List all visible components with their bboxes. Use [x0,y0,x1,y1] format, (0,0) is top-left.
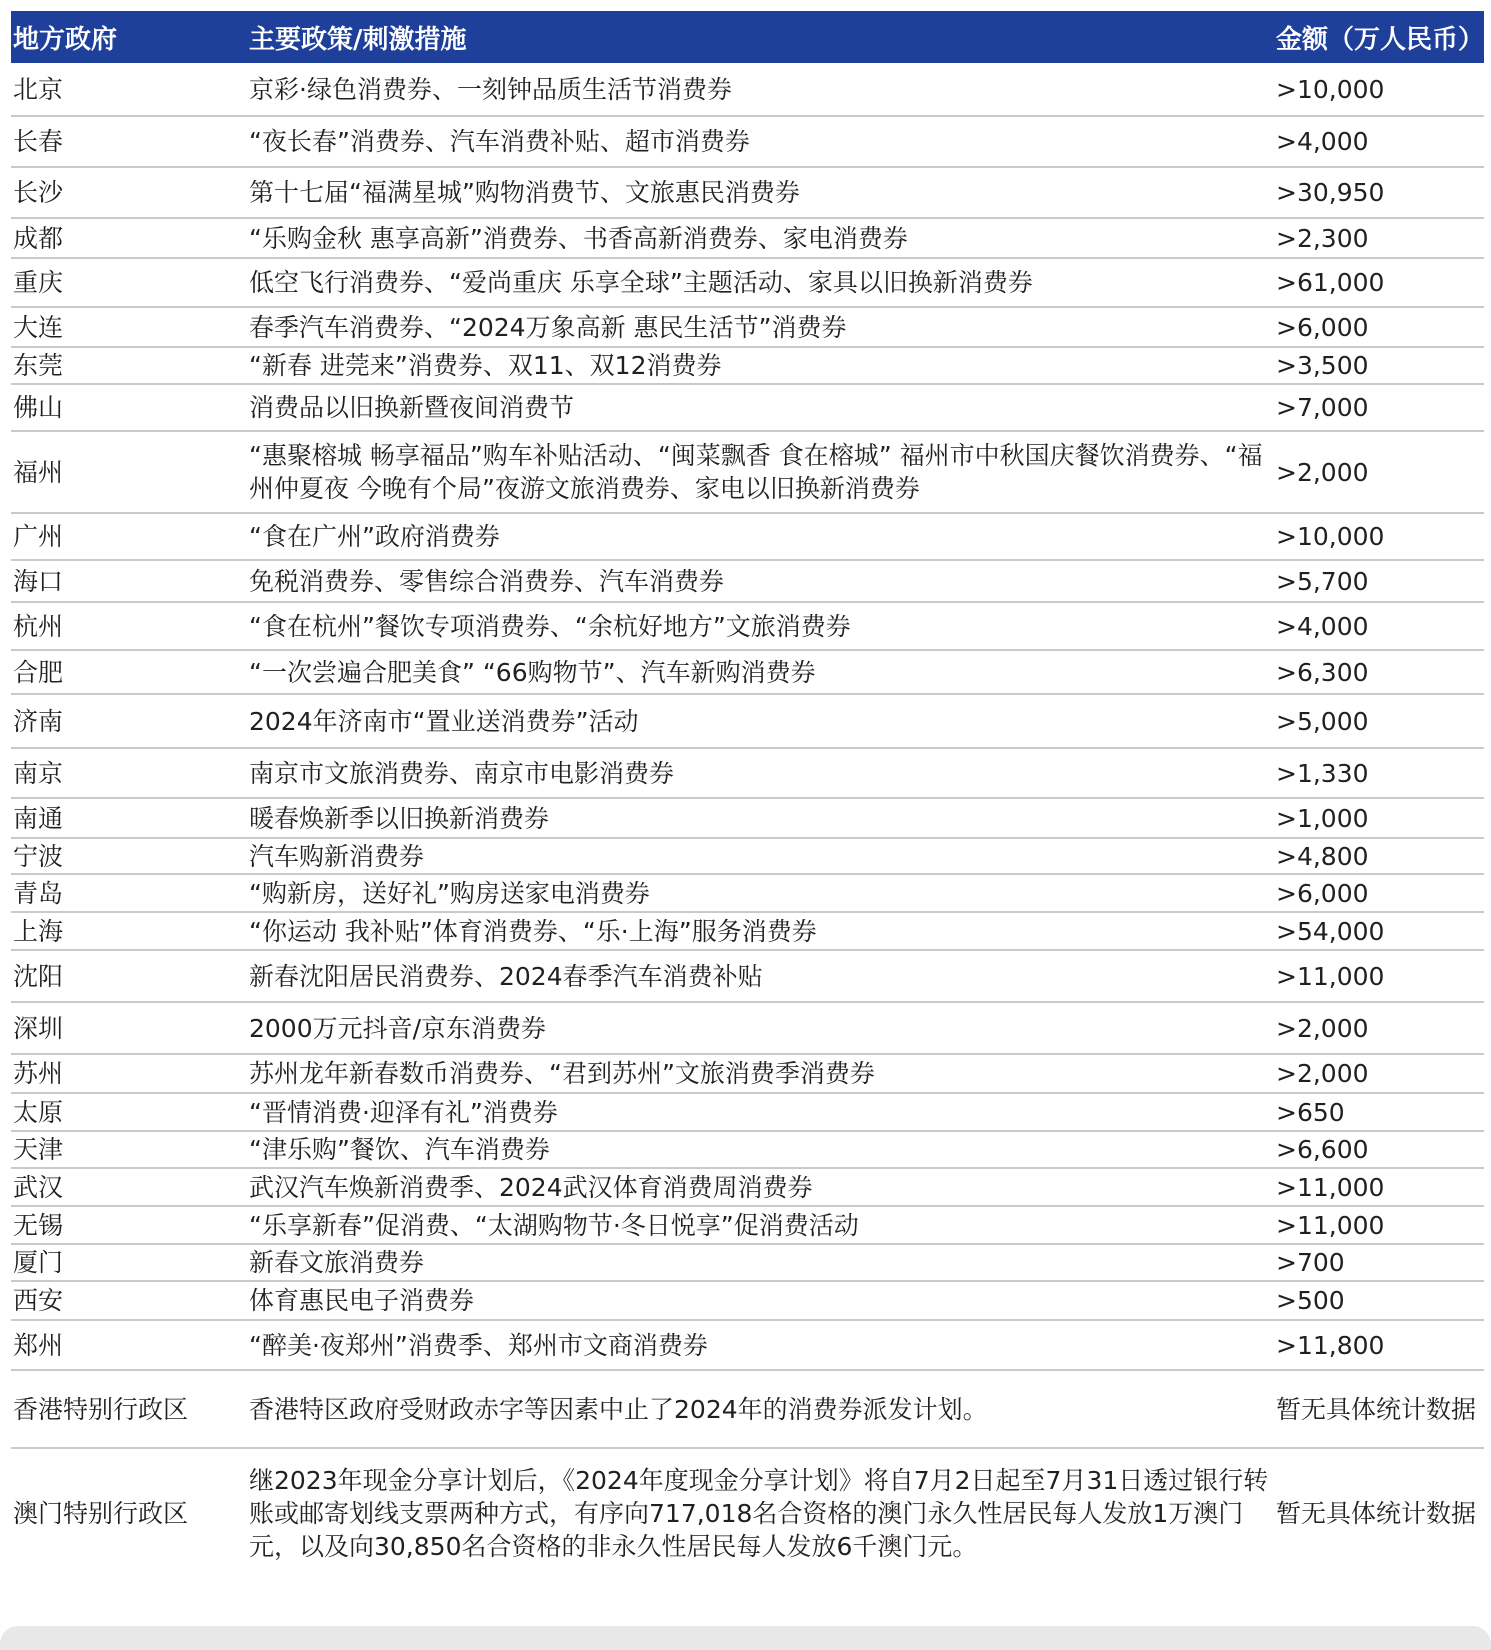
policy-cell: 消费品以旧换新暨夜间消费节 [245,384,1274,431]
region-cell: 成都 [11,218,245,258]
table-row [11,950,1484,1002]
policy-cell: 汽车购新消费券 [245,838,1274,874]
policy-cell: 2000万元抖音/京东消费券 [245,1002,1274,1054]
policy-cell: 2024年济南市“置业送消费券”活动 [245,694,1274,748]
table-row [11,1448,1484,1577]
amount-cell: >2,000 [1274,1002,1484,1054]
amount-cell: >6,000 [1274,874,1484,912]
amount-cell: >5,000 [1274,694,1484,748]
policy-cell: 香港特区政府受财政赤字等因素中止了2024年的消费券派发计划。 [245,1370,1274,1448]
region-cell: 厦门 [11,1244,245,1281]
amount-cell: 暂无具体统计数据 [1274,1370,1484,1448]
region-cell: 大连 [11,307,245,347]
table-row [11,1131,1484,1168]
region-cell: 无锡 [11,1206,245,1244]
table-row [11,602,1484,650]
consumption-voucher-table [11,11,1484,1577]
table-row [11,912,1484,950]
region-cell: 宁波 [11,838,245,874]
amount-cell: >5,700 [1274,560,1484,602]
table-row [11,694,1484,748]
table-row [11,1054,1484,1093]
amount-cell: >7,000 [1274,384,1484,431]
region-cell: 重庆 [11,258,245,307]
policy-cell: “夜长春”消费券、汽车消费补贴、超市消费券 [245,116,1274,167]
table-row [11,874,1484,912]
table-header-row [11,11,1484,63]
region-cell: 天津 [11,1131,245,1168]
header-region: 地方政府 [11,11,245,63]
header-amount: 金额（万人民币） [1274,11,1484,63]
table-row [11,258,1484,307]
amount-cell: >11,000 [1274,1168,1484,1206]
amount-cell: >11,000 [1274,1206,1484,1244]
policy-cell: 继2023年现金分享计划后，《2024年度现金分享计划》将自7月2日起至7月31日透过银行转账或邮寄划线支票两种方式，有序向717,018名合资格的澳门永久性居民每人发放1万澳门元，以及向30,850名合资格的非永久性居民每人发放6千澳门元。 [249,1465,1269,1561]
table-row [11,347,1484,384]
region-cell: 长沙 [11,167,245,218]
policy-cell: 新春文旅消费券 [245,1244,1274,1281]
policy-cell: “惠聚榕城 畅享福品”购车补贴活动、“闽菜飘香 食在榕城” 福州市中秋国庆餐饮消费券、“福州仲夏夜 今晚有个局”夜游文旅消费券、家电以旧换新消费券 [245,431,1274,513]
policy-cell: “食在广州”政府消费券 [245,513,1274,560]
policy-cell: “津乐购”餐饮、汽车消费券 [245,1131,1274,1168]
amount-cell: >6,000 [1274,307,1484,347]
table-row [11,1244,1484,1281]
amount-cell: >4,000 [1274,116,1484,167]
region-cell: 沈阳 [11,950,245,1002]
region-cell: 武汉 [11,1168,245,1206]
table-row [11,1206,1484,1244]
amount-cell: >30,950 [1274,167,1484,218]
amount-cell: >1,330 [1274,748,1484,798]
table-row [11,116,1484,167]
region-cell: 郑州 [11,1320,245,1370]
policy-cell: 新春沈阳居民消费券、2024春季汽车消费补贴 [245,950,1274,1002]
policy-cell: “新春 进莞来”消费券、双11、双12消费券 [245,347,1274,384]
table-row [11,513,1484,560]
table-row [11,307,1484,347]
policy-cell: “乐享新春”促消费、“太湖购物节·冬日悦享”促消费活动 [245,1206,1274,1244]
region-cell: 西安 [11,1281,245,1320]
table-row [11,1002,1484,1054]
policy-cell: 春季汽车消费券、“2024万象高新 惠民生活节”消费券 [245,307,1274,347]
region-cell: 广州 [11,513,245,560]
bottom-edge [0,1626,1491,1650]
table-container [11,11,1484,1577]
policy-cell: “醉美·夜郑州”消费季、郑州市文商消费券 [245,1320,1274,1370]
policy-cell: “乐购金秋 惠享高新”消费券、书香高新消费券、家电消费券 [245,218,1274,258]
amount-cell: >4,800 [1274,838,1484,874]
policy-cell: 武汉汽车焕新消费季、2024武汉体育消费周消费券 [245,1168,1274,1206]
policy-cell: “你运动 我补贴”体育消费券、“乐·上海”服务消费券 [245,912,1274,950]
region-cell: 香港特别行政区 [11,1370,245,1448]
region-cell: 济南 [11,694,245,748]
policy-cell: “晋情消费·迎泽有礼”消费券 [245,1093,1274,1131]
region-cell: 海口 [11,560,245,602]
amount-cell: >1,000 [1274,798,1484,838]
amount-cell: >700 [1274,1244,1484,1281]
table-row [11,63,1484,116]
region-cell: 杭州 [11,602,245,650]
amount-cell: >650 [1274,1093,1484,1131]
table-row [11,384,1484,431]
amount-cell: >11,800 [1274,1320,1484,1370]
header-policy: 主要政策/刺激措施 [245,11,1274,63]
amount-cell: >4,000 [1274,602,1484,650]
table-row [11,650,1484,694]
policy-cell: 低空飞行消费券、“爱尚重庆 乐享全球”主题活动、家具以旧换新消费券 [245,258,1274,307]
table-row [11,748,1484,798]
region-cell: 南通 [11,798,245,838]
table-row [11,1281,1484,1320]
amount-cell: >500 [1274,1281,1484,1320]
policy-cell: “食在杭州”餐饮专项消费券、“余杭好地方”文旅消费券 [245,602,1274,650]
region-cell: 深圳 [11,1002,245,1054]
policy-cell: 南京市文旅消费券、南京市电影消费券 [245,748,1274,798]
amount-cell: >10,000 [1274,63,1484,116]
region-cell: 合肥 [11,650,245,694]
amount-cell: >2,000 [1274,431,1484,513]
policy-cell: “一次尝遍合肥美食” “66购物节”、汽车新购消费券 [245,650,1274,694]
region-cell: 东莞 [11,347,245,384]
amount-cell: >11,000 [1274,950,1484,1002]
policy-cell: 暖春焕新季以旧换新消费券 [245,798,1274,838]
amount-cell: >3,500 [1274,347,1484,384]
region-cell: 佛山 [11,384,245,431]
region-cell: 南京 [11,748,245,798]
table-row [11,1168,1484,1206]
region-cell: 青岛 [11,874,245,912]
amount-cell: >2,000 [1274,1054,1484,1093]
amount-cell: >6,300 [1274,650,1484,694]
region-cell: 长春 [11,116,245,167]
table-body [11,63,1484,1577]
policy-cell: 免税消费券、零售综合消费券、汽车消费券 [245,560,1274,602]
amount-cell: >6,600 [1274,1131,1484,1168]
policy-cell: 苏州龙年新春数币消费券、“君到苏州”文旅消费季消费券 [245,1054,1274,1093]
region-cell: 上海 [11,912,245,950]
policy-cell: 第十七届“福满星城”购物消费节、文旅惠民消费券 [245,167,1274,218]
policy-cell: 京彩·绿色消费券、一刻钟品质生活节消费券 [245,63,1274,116]
amount-cell: >2,300 [1274,218,1484,258]
table-row [11,838,1484,874]
table-row [11,1093,1484,1131]
table-row [11,431,1484,513]
table-row [11,560,1484,602]
policy-cell: “购新房，送好礼”购房送家电消费券 [245,874,1274,912]
table-row [11,1370,1484,1448]
policy-cell: 体育惠民电子消费券 [245,1281,1274,1320]
region-cell: 太原 [11,1093,245,1131]
amount-cell: >10,000 [1274,513,1484,560]
region-cell: 福州 [11,431,245,513]
region-cell: 苏州 [11,1054,245,1093]
region-cell: 澳门特别行政区 [13,1498,189,1528]
table-row [11,167,1484,218]
table-row [11,1320,1484,1370]
amount-cell: >61,000 [1274,258,1484,307]
amount-cell: 暂无具体统计数据 [1276,1498,1477,1528]
amount-cell: >54,000 [1274,912,1484,950]
region-cell: 北京 [11,63,245,116]
table-row [11,218,1484,258]
table-row [11,798,1484,838]
